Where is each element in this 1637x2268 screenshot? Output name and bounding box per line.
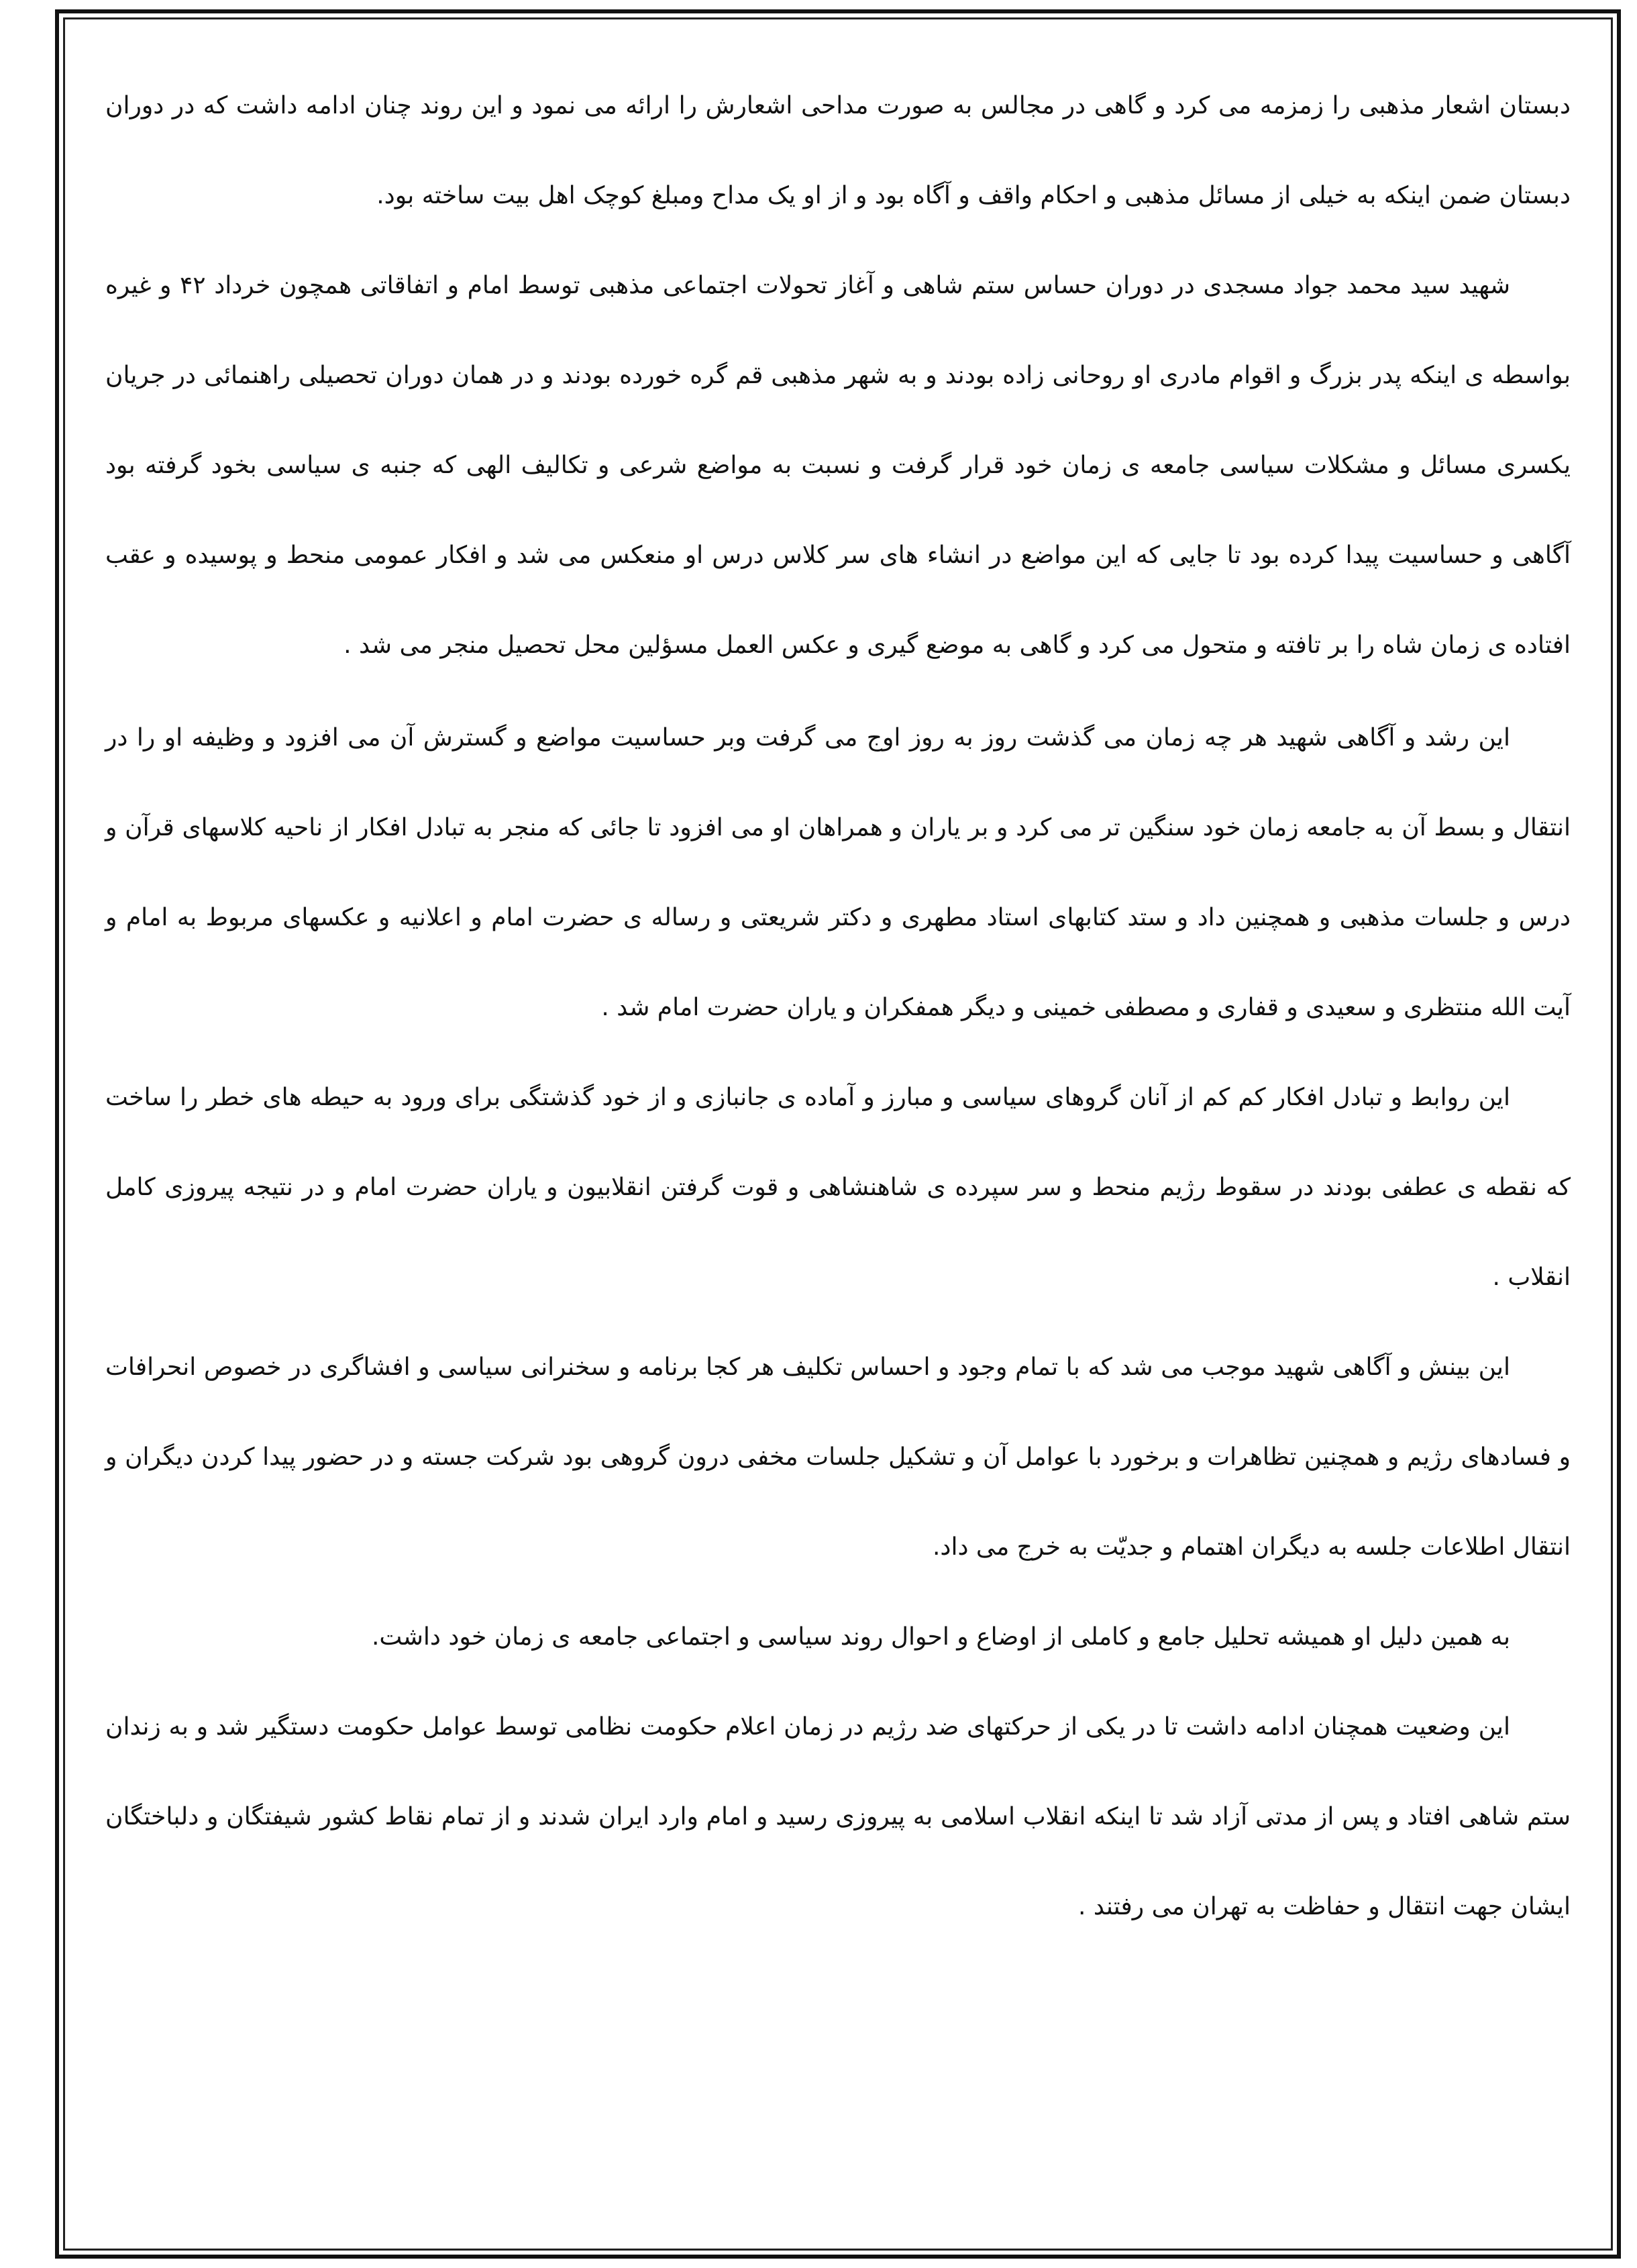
paragraph-5: این بینش و آگاهی شهید موجب می شد که با تمام وجود و احساس تکلیف هر کجا برنامه و سخنرانی سیاسی و افشاگری در خصوص انحرافات و فسادهای رژیم و همچنین تظاهرات و برخورد با عوامل آن و تشکیل جلسات مخفی درون گروهی بود شرکت جسته و در حضور پیدا کردن دیگران و انتقال اطلاعات جلسه به دیگران اهتمام و جدیّت به خرج می داد. <box>105 1353 1571 1561</box>
page-border-outer <box>55 9 1621 2259</box>
paragraph-7: این وضعیت همچنان ادامه داشت تا در یکی از حرکتهای ضد رژیم در زمان اعلام حکومت نظامی توسط عوامل حکومت دستگیر شد و به زندان ستم شاهی افتاد و پس از مدتی آزاد شد تا اینکه انقلاب اسلامی به پیروزی رسید و امام وارد ایران شدند و از تمام نقاط کشور شیفتگان و دلباختگان ایشان جهت انتقال و حفاظت به تهران می رفتند . <box>105 1713 1571 1920</box>
page-border-inner <box>63 17 1613 2251</box>
paragraph-4: این روابط و تبادل افکار کم کم از آنان گروهای سیاسی و مبارز و آماده ی جانبازی و از خود گذشتگی برای ورود به حیطه های خطر را ساخت که نقطه ی عطفی بودند در سقوط رژیم منحط و سر سپرده ی شاهنشاهی و قوت گرفتن انقلابیون و یاران حضرت امام و در نتیجه پیروزی کامل انقلاب . <box>105 1084 1571 1291</box>
paragraph-1: دبستان اشعار مذهبی را زمزمه می کرد و گاهی در مجالس به صورت مداحی اشعارش را ارائه می نمود و این روند چنان ادامه داشت که در دوران دبستان ضمن اینکه به خیلی از مسائل مذهبی و احکام واقف و آگاه بود و از او یک مداح ومبلغ کوچک اهل بیت ساخته بود. <box>105 92 1571 209</box>
paragraph-2: شهید سید محمد جواد مسجدی در دوران حساس ستم شاهی و آغاز تحولات اجتماعی مذهبی توسط امام و اتفاقاتی همچون خرداد ۴۲ و غیره بواسطه ی اینکه پدر بزرگ و اقوام مادری او روحانی زاده بودند و به شهر مذهبی قم گره خورده بودند و در همان دوران تحصیلی راهنمائی در جریان یکسری مسائل و مشکلات سیاسی جامعه ی زمان خود قرار گرفت و نسبت به مواضع شرعی و تکالیف الهی که جنبه ی سیاسی بخود گرفته بود آگاهی و حساسیت پیدا کرده بود تا جایی که این مواضع در انشاء های سر کلاس درس او منعکس می شد و افکار عمومی منحط و پوسیده و عقب افتاده ی زمان شاه را بر تافته و متحول می کرد و گاهی به موضع گیری و عکس العمل مسؤلین محل تحصیل منجر می شد . <box>105 272 1571 659</box>
paragraph-6: به همین دلیل او همیشه تحلیل جامع و کاملی از اوضاع و احوال روند سیاسی و اجتماعی جامعه ی زمان خود داشت. <box>371 1623 1510 1651</box>
document-body <box>105 61 1571 1952</box>
paragraph-3: این رشد و آگاهی شهید هر چه زمان می گذشت روز به روز اوج می گرفت وبر حساسیت مواضع و گسترش آن می افزود و وظیفه او را در انتقال و بسط آن به جامعه زمان خود سنگین تر می کرد و بر یاران و همراهان او می افزود تا جائی که منجر به تبادل افکار از ناحیه کلاسهای قرآن و درس و جلسات مذهبی و همچنین داد و ستد کتابهای استاد مطهری و دکتر شریعتی و رساله ی حضرت امام و اعلانیه و عکسهای مربوط به امام و آیت الله منتظری و سعیدی و قفاری و مصطفی خمینی و دیگر همفکران و یاران حضرت امام شد . <box>105 724 1571 1021</box>
